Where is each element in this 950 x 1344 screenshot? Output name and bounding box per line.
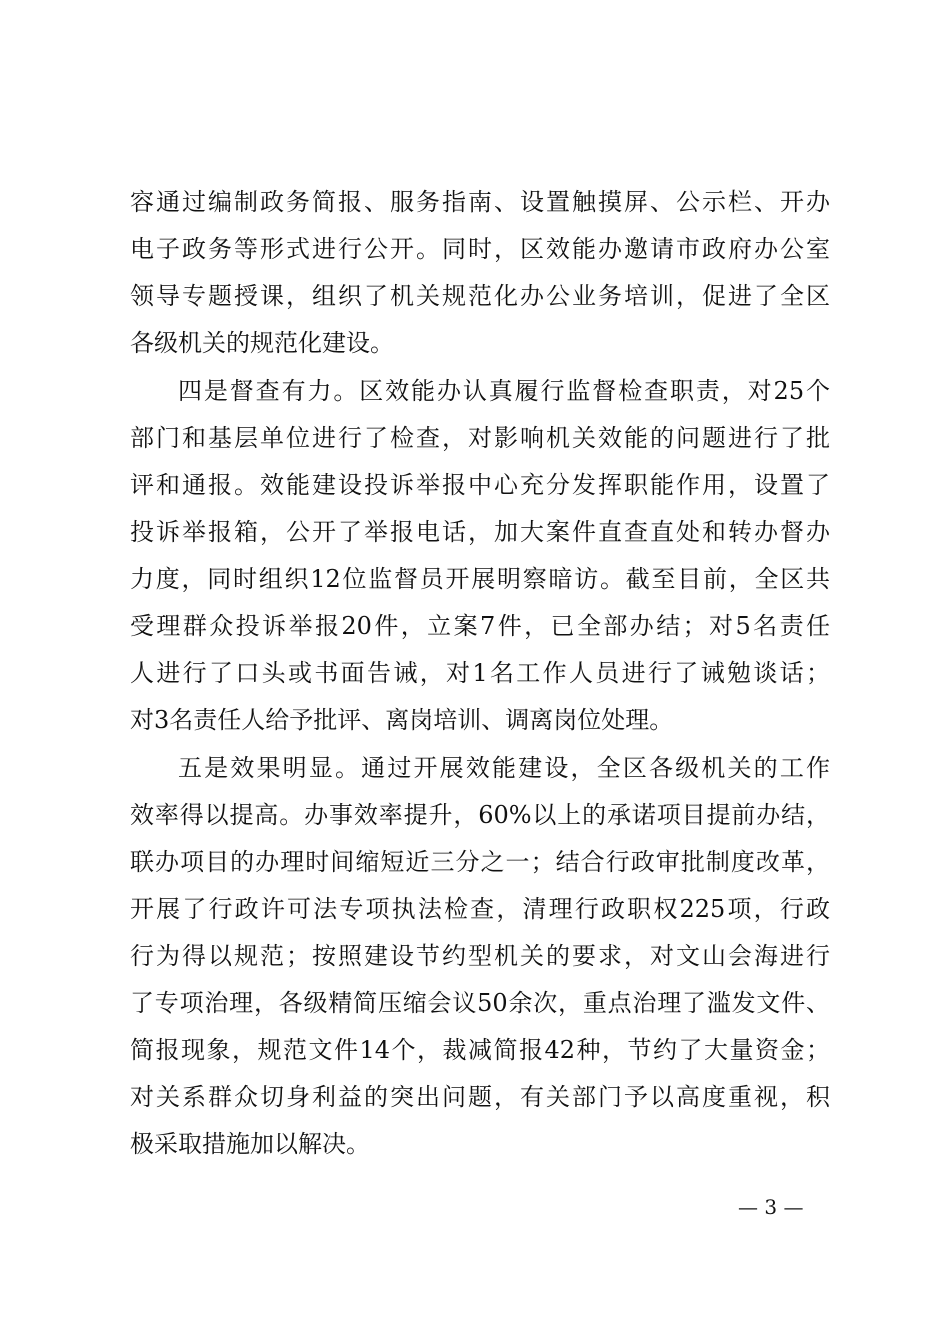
text-line: 了专项治理，各级精简压缩会议50余次，重点治理了滥发文件、 (130, 989, 830, 1017)
text-line: 部门和基层单位进行了检查，对影响机关效能的问题进行了批 (130, 424, 830, 452)
text-line: 电子政务等形式进行公开。同时，区效能办邀请市政府办公室 (130, 235, 830, 263)
text-line: 各级机关的规范化建设。 (130, 329, 394, 357)
text-line: 简报现象，规范文件14个，裁减简报42种，节约了大量资金； (130, 1036, 830, 1064)
text-line: 受理群众投诉举报20件，立案7件，已全部办结；对5名责任 (130, 612, 830, 640)
text-line: 开展了行政许可法专项执法检查，清理行政职权225项，行政 (130, 895, 830, 923)
text-line: 领导专题授课，组织了机关规范化办公业务培训，促进了全区 (130, 282, 830, 310)
text-line: 容通过编制政务简报、服务指南、设置触摸屏、公示栏、开办 (130, 188, 830, 216)
text-line: 力度，同时组织12位监督员开展明察暗访。截至目前，全区共 (130, 565, 830, 593)
text-line: 极采取措施加以解决。 (130, 1130, 370, 1158)
text-line: 人进行了口头或书面告诫，对1名工作人员进行了诫勉谈话； (130, 659, 830, 687)
text-line: 对关系群众切身利益的突出问题，有关部门予以高度重视，积 (130, 1083, 830, 1111)
text-line: 效率得以提高。办事效率提升，60%以上的承诺项目提前办结， (130, 801, 830, 829)
text-line: 评和通报。效能建设投诉举报中心充分发挥职能作用，设置了 (130, 471, 830, 499)
page-number: — 3 — (738, 1195, 804, 1219)
text-line: 五是效果明显。通过开展效能建设，全区各级机关的工作 (178, 754, 830, 782)
text-line: 联办项目的办理时间缩短近三分之一；结合行政审批制度改革， (130, 848, 830, 876)
text-line: 投诉举报箱，公开了举报电话，加大案件直查直处和转办督办 (130, 518, 830, 546)
text-line: 四是督查有力。区效能办认真履行监督检查职责，对25个 (178, 377, 830, 405)
text-line: 行为得以规范；按照建设节约型机关的要求，对文山会海进行 (130, 942, 830, 970)
text-line: 对3名责任人给予批评、离岗培训、调离岗位处理。 (130, 706, 674, 734)
